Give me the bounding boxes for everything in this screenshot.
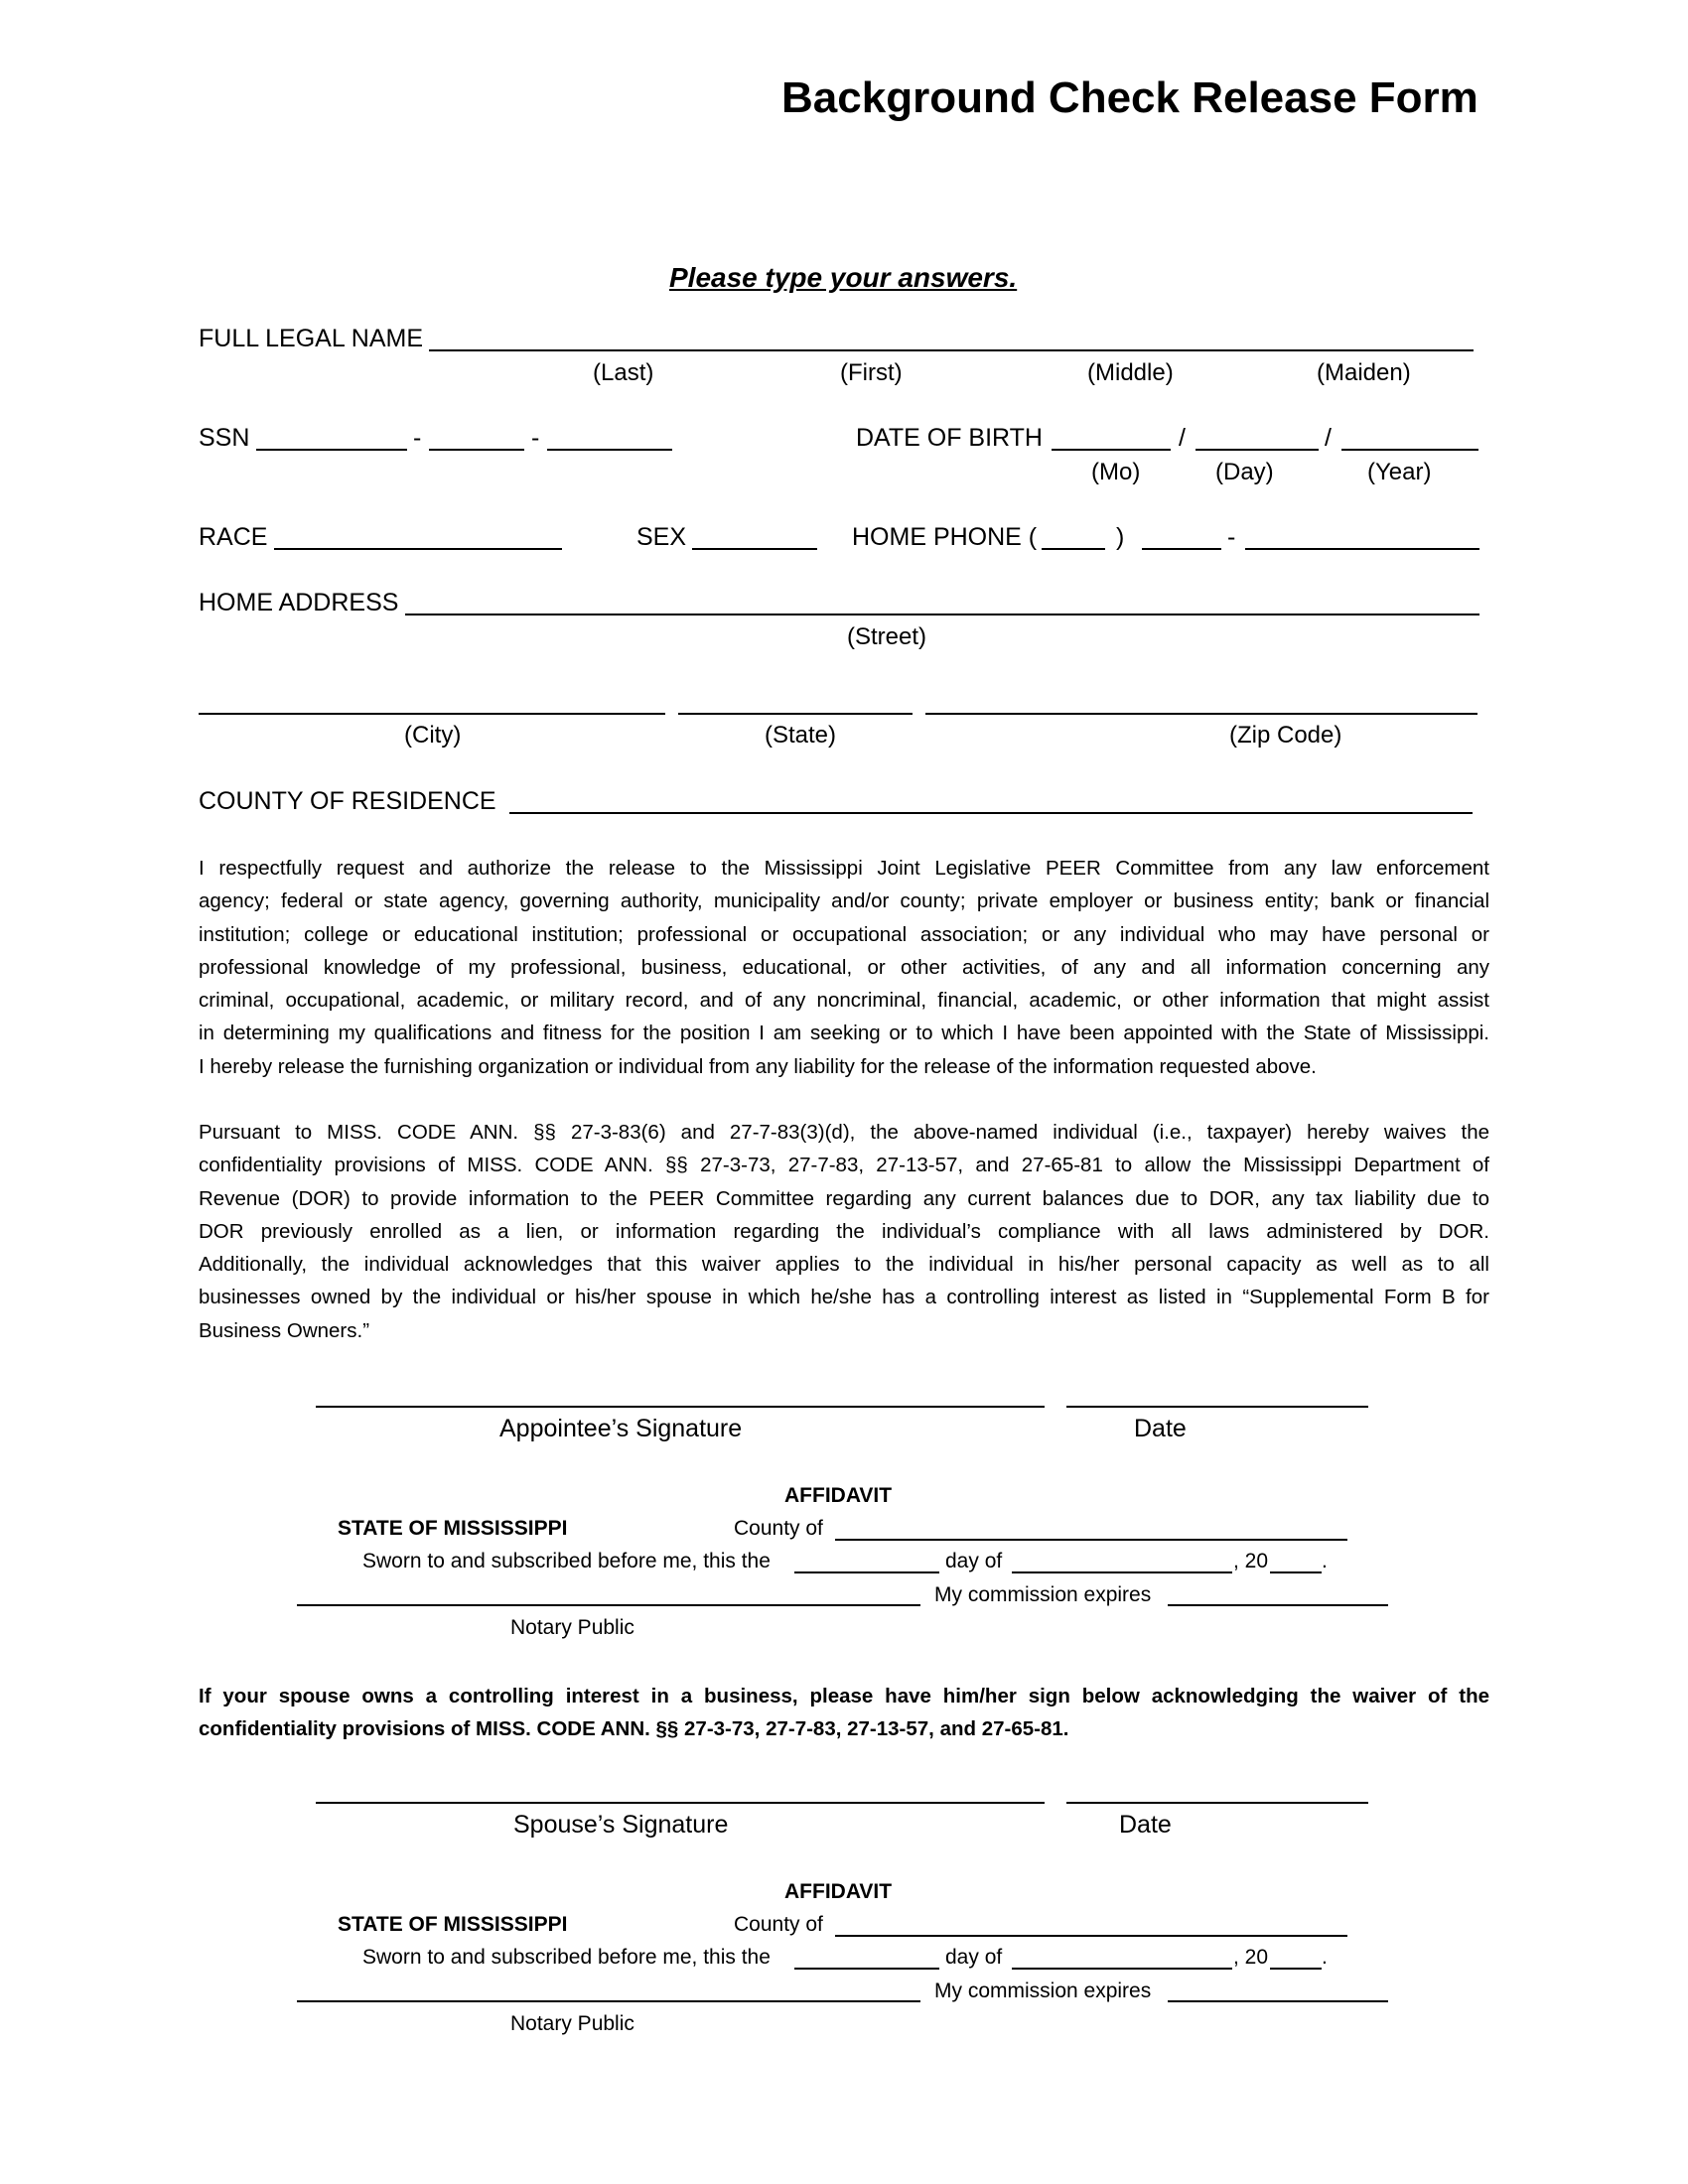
spouse-notice-line: confidentiality provisions of MISS. CODE ANN. §§ 27-3-73, 27-7-83, 27-13-57, and 27-65-81.: [199, 1717, 1069, 1740]
county-of-residence-field[interactable]: [509, 812, 1473, 814]
affidavit-state: STATE OF MISSISSIPPI: [338, 1517, 568, 1540]
county-of-residence-label: COUNTY OF RESIDENCE: [199, 787, 496, 815]
notary-signature-field[interactable]: [297, 1604, 920, 1606]
affidavit-year-prefix: , 20: [1233, 1946, 1269, 1969]
spouse-signature-label: Spouse’s Signature: [513, 1811, 729, 1839]
ssn-separator: -: [413, 424, 422, 452]
authorization-paragraph: [199, 852, 1489, 1083]
paragraph-line: Business Owners.”: [199, 1318, 370, 1342]
home-phone-label: HOME PHONE (: [852, 523, 1038, 551]
zip-code-field[interactable]: [925, 713, 1477, 715]
spouse-date-label: Date: [1119, 1811, 1172, 1839]
affidavit-county-field[interactable]: [835, 1935, 1347, 1937]
notary-public-label: Notary Public: [510, 2012, 634, 2035]
sublabel-city: (City): [404, 722, 462, 749]
notary-public-label: Notary Public: [510, 1616, 634, 1639]
phone-paren-close: ): [1116, 523, 1125, 551]
affidavit-month-field[interactable]: [1012, 1571, 1232, 1573]
dob-month-field[interactable]: [1052, 449, 1171, 451]
paragraph-line: criminal, occupational, academic, or military record, and of any noncriminal, financial, academic, or other information that might assist: [199, 989, 1489, 1013]
home-address-label: HOME ADDRESS: [199, 589, 399, 616]
paragraph-line: institution; college or educational institution; professional or occupational association; or any individual who may have personal or: [199, 922, 1489, 946]
notary-signature-field[interactable]: [297, 2000, 920, 2002]
commission-expires-label: My commission expires: [934, 1583, 1152, 1606]
ssn-part1-field[interactable]: [256, 449, 407, 451]
dob-day-field[interactable]: [1196, 449, 1319, 451]
sublabel-mo: (Mo): [1091, 459, 1141, 485]
page-title: Background Check Release Form: [781, 73, 1478, 122]
race-field[interactable]: [274, 548, 562, 550]
spouse-notice: [199, 1680, 1489, 1745]
full-legal-name-label: FULL LEGAL NAME: [199, 325, 424, 352]
sublabel-day: (Day): [1215, 459, 1274, 485]
ssn-separator: -: [531, 424, 540, 452]
affidavit-year-field[interactable]: [1270, 1571, 1322, 1573]
dob-year-field[interactable]: [1341, 449, 1478, 451]
paragraph-line: confidentiality provisions of MISS. CODE ANN. §§ 27-3-73, 27-7-83, 27-13-57, and 27-65-81 to allow the Mississippi Department of: [199, 1154, 1489, 1177]
sublabel-street: (Street): [847, 623, 927, 650]
paragraph-line: in determining my qualifications and fitness for the position I am seeking or to which I have been appointed with the State of Mississippi.: [199, 1022, 1489, 1045]
city-field[interactable]: [199, 713, 665, 715]
paragraph-line: professional knowledge of my professional, business, educational, or other activities, of any and all information concerning any: [199, 955, 1489, 979]
dob-separator: /: [1179, 424, 1186, 452]
sublabel-state: (State): [765, 722, 837, 749]
commission-expires-label: My commission expires: [934, 1979, 1152, 2002]
ssn-part2-field[interactable]: [429, 449, 524, 451]
paragraph-line: Revenue (DOR) to provide information to the PEER Committee regarding any current balances due to DOR, any tax liability due to: [199, 1186, 1489, 1210]
appointee-date-label: Date: [1134, 1415, 1187, 1442]
phone-line-field[interactable]: [1245, 548, 1479, 550]
appointee-signature-label: Appointee’s Signature: [499, 1415, 743, 1442]
paragraph-line: Additionally, the individual acknowledges that this waiver applies to the individual in his/her personal capacity as well as to all: [199, 1253, 1489, 1277]
affidavit-county-field[interactable]: [835, 1539, 1347, 1541]
commission-expires-field[interactable]: [1168, 1604, 1388, 1606]
spouse-notice-line: If your spouse owns a controlling interest in a business, please have him/her sign below acknowledging the waiver of the: [199, 1685, 1489, 1707]
appointee-date-field[interactable]: [1066, 1406, 1368, 1408]
phone-prefix-field[interactable]: [1142, 548, 1221, 550]
paragraph-line: DOR previously enrolled as a lien, or information regarding the individual’s compliance with all laws administered by DOR.: [199, 1219, 1489, 1243]
race-label: RACE: [199, 523, 268, 551]
instruction-text: Please type your answers.: [669, 262, 1018, 293]
affidavit-year-prefix: , 20: [1233, 1550, 1269, 1572]
affidavit-day-field[interactable]: [794, 1968, 939, 1970]
affidavit-day-of-label: day of: [945, 1550, 1003, 1572]
affidavit-county-label: County of: [734, 1913, 823, 1936]
sublabel-year: (Year): [1367, 459, 1432, 485]
affidavit-year-suffix: .: [1322, 1550, 1328, 1572]
street-field[interactable]: [405, 614, 1479, 615]
affidavit-day-of-label: day of: [945, 1946, 1003, 1969]
affidavit-sworn-text: Sworn to and subscribed before me, this the: [362, 1946, 771, 1969]
state-field[interactable]: [678, 713, 913, 715]
appointee-signature-field[interactable]: [316, 1406, 1045, 1408]
spouse-date-field[interactable]: [1066, 1802, 1368, 1804]
affidavit-sworn-text: Sworn to and subscribed before me, this the: [362, 1550, 771, 1572]
affidavit-heading: AFFIDAVIT: [784, 1484, 893, 1507]
dob-separator: /: [1325, 424, 1332, 452]
paragraph-line: I respectfully request and authorize the release to the Mississippi Joint Legislative PEER Committee from any law enforcement: [199, 857, 1489, 880]
affidavit-month-field[interactable]: [1012, 1968, 1232, 1970]
phone-area-code-field[interactable]: [1042, 548, 1105, 550]
phone-separator: -: [1227, 523, 1236, 551]
sex-field[interactable]: [692, 548, 817, 550]
sublabel-zip-code: (Zip Code): [1229, 722, 1342, 749]
waiver-paragraph: [199, 1116, 1489, 1347]
ssn-label: SSN: [199, 424, 250, 452]
dob-label: DATE OF BIRTH: [856, 424, 1043, 452]
paragraph-line: agency; federal or state agency, governing authority, municipality and/or county; private employer or business entity; bank or financial: [199, 889, 1489, 913]
ssn-part3-field[interactable]: [547, 449, 672, 451]
full-legal-name-field[interactable]: [429, 349, 1474, 351]
affidavit-year-field[interactable]: [1270, 1968, 1322, 1970]
paragraph-line: businesses owned by the individual or his/her spouse in which he/she has a controlling interest as listed in “Supplemental Form B for: [199, 1286, 1489, 1309]
commission-expires-field[interactable]: [1168, 2000, 1388, 2002]
affidavit-heading: AFFIDAVIT: [784, 1880, 893, 1903]
paragraph-line: I hereby release the furnishing organization or individual from any liability for the release of the information requested above.: [199, 1054, 1317, 1078]
affidavit-county-label: County of: [734, 1517, 823, 1540]
sublabel-last: (Last): [593, 359, 654, 386]
paragraph-line: Pursuant to MISS. CODE ANN. §§ 27-3-83(6) and 27-7-83(3)(d), the above-named individual (i.e., taxpayer) hereby waives the: [199, 1121, 1489, 1144]
sex-label: SEX: [636, 523, 687, 551]
affidavit-state: STATE OF MISSISSIPPI: [338, 1913, 568, 1936]
affidavit-year-suffix: .: [1322, 1946, 1328, 1969]
affidavit-day-field[interactable]: [794, 1571, 939, 1573]
sublabel-maiden: (Maiden): [1317, 359, 1411, 386]
spouse-signature-field[interactable]: [316, 1802, 1045, 1804]
sublabel-first: (First): [840, 359, 903, 386]
sublabel-middle: (Middle): [1087, 359, 1174, 386]
